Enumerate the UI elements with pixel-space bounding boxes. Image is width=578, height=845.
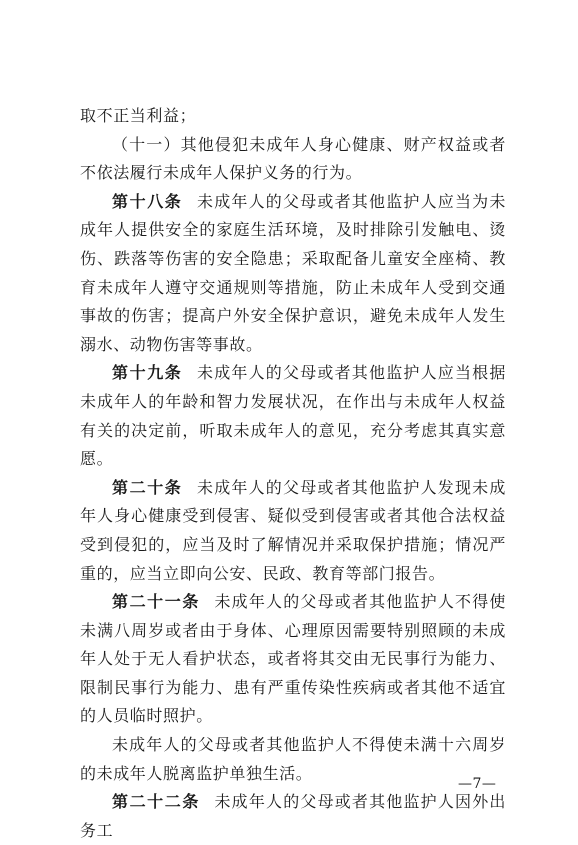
paragraph-text: 未成年人的父母或者其他监护人不得使未满十六周岁的未成年人脱离监护单独生活。 [80, 735, 506, 783]
article-21-paragraph-2 [80, 731, 506, 788]
article-heading: 第十九条 [112, 363, 183, 383]
document-body [80, 102, 506, 845]
paragraph-text: （十一）其他侵犯未成年人身心健康、财产权益或者不依法履行未成年人保护义务的行为。 [80, 134, 506, 183]
article-text: 未成年人的父母或者其他监护人因外出务工 [80, 792, 506, 840]
article-heading: 第二十二条 [112, 792, 200, 812]
article-18 [80, 188, 506, 360]
page-number: —7— [458, 776, 497, 792]
paragraph-text: 取不正当利益； [80, 106, 197, 125]
article-heading: 第十八条 [112, 191, 183, 211]
article-heading: 第二十一条 [112, 592, 200, 612]
article-text: 未成年人的父母或者其他监护人发现未成年人身心健康受到侵害、疑似受到侵害或者其他合法权益受到侵犯的，应当及时了解情况并采取保护措施；情况严重的，应当立即向公安、民政、教育等部门报告。 [80, 477, 506, 583]
paragraph-continuation [80, 102, 506, 131]
article-19 [80, 359, 506, 473]
article-heading: 第二十条 [112, 477, 183, 497]
article-text: 未成年人的父母或者其他监护人不得使未满八周岁或者由于身体、心理原因需要特别照顾的未成年人处于无人看护状态，或者将其交由无民事行为能力、限制民事行为能力、患有严重传染性疾病或者其他不适宜的人员临时照护。 [80, 592, 506, 726]
article-20 [80, 474, 506, 588]
article-text: 未成年人的父母或者其他监护人应当根据未成年人的年龄和智力发展状况，在作出与未成年人权益有关的决定前，听取未成年人的意见，充分考虑其真实意愿。 [80, 363, 506, 469]
article-21 [80, 588, 506, 731]
article-22 [80, 788, 506, 845]
paragraph-item-eleven [80, 131, 506, 188]
article-text: 未成年人的父母或者其他监护人应当为未成年人提供安全的家庭生活环境，及时排除引发触电、烫伤、跌落等伤害的安全隐患；采取配备儿童安全座椅、教育未成年人遵守交通规则等措施，防止未成年人受到交通事故的伤害；提高户外安全保护意识，避免未成年人发生溺水、动物伤害等事故。 [80, 191, 506, 354]
